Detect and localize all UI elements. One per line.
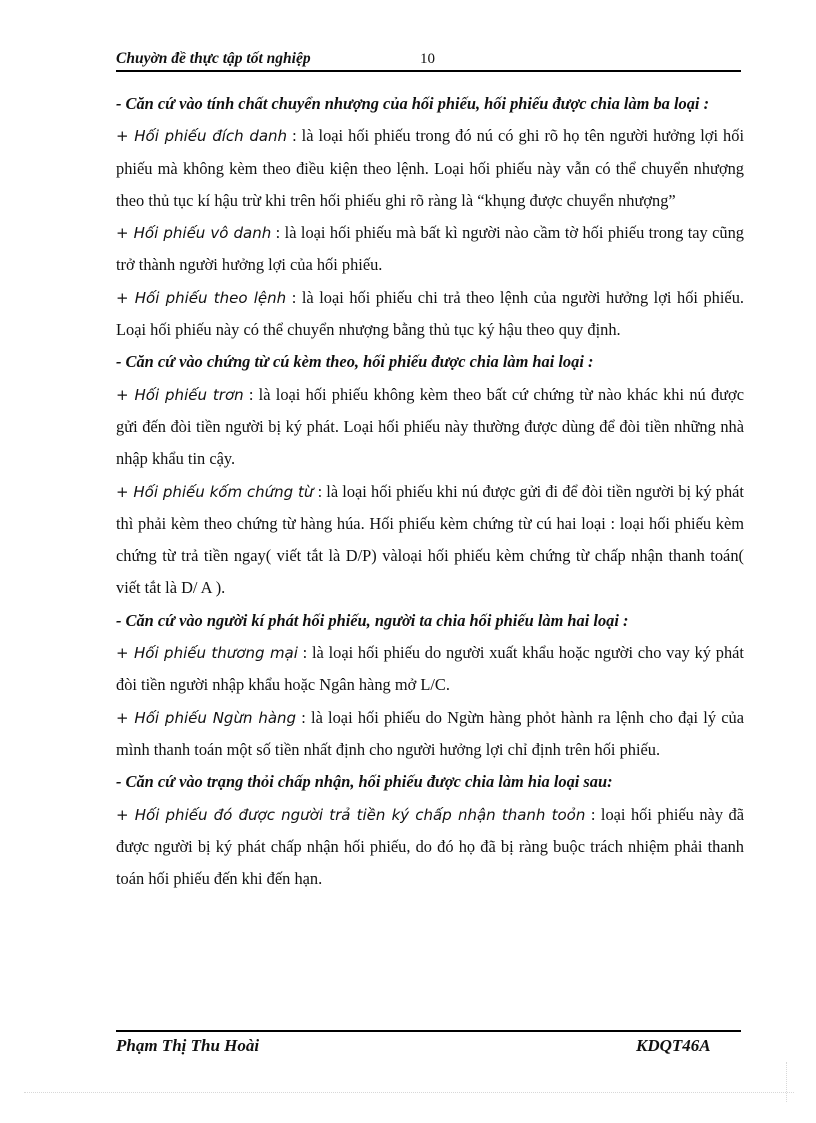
section-heading: - Căn cứ vào tính chất chuyển nhượng của hối phiếu, hối phiếu được chia làm ba loại : bbox=[116, 94, 710, 113]
header-rule bbox=[116, 70, 741, 72]
paragraph-text: : là loại hối phiếu do Ngừn hàng phỏt hành ra lệnh cho đại lý của mình thanh toán một số tiền nhất định cho người hưởng lợi chỉ định trên hối phiếu. bbox=[116, 707, 744, 759]
term: + Hối phiếu thương mại bbox=[116, 644, 298, 663]
term: + Hối phiếu đích danh bbox=[116, 127, 288, 146]
paragraph bbox=[116, 799, 744, 896]
page-boundary-guide bbox=[24, 1092, 794, 1093]
paragraph bbox=[116, 476, 744, 605]
section-heading: - Căn cứ vào chứng từ cú kèm theo, hối phiếu được chia làm hai loại : bbox=[116, 352, 594, 372]
footer-rule bbox=[116, 1030, 741, 1032]
paragraph bbox=[116, 120, 744, 217]
term: + Hối phiếu theo lệnh bbox=[116, 288, 287, 307]
header-title: Chuyờn đề thực tập tốt nghiệp bbox=[116, 50, 311, 67]
term: + Hối phiếu kốm chứng từ bbox=[116, 482, 314, 501]
page-boundary-guide-vertical bbox=[786, 1062, 787, 1102]
body-text bbox=[116, 88, 744, 895]
paragraph-text: : là loại hối phiếu chi trả theo lệnh của người hưởng lợi hối phiếu. Loại hối phiếu này có thể chuyển nhượng bằng thủ tục ký hậu theo quy định. bbox=[116, 287, 744, 340]
term: + Hối phiếu đó được người trả tiền ký chấp nhận thanh toỏn bbox=[116, 805, 586, 824]
section-heading: - Căn cứ vào trạng thỏi chấp nhận, hối phiếu được chia làm hia loại sau: bbox=[116, 772, 613, 792]
paragraph bbox=[116, 637, 744, 702]
paragraph-text: : là loại hối phiếu mà bất kì người nào cầm tờ hối phiếu trong tay cũng trở thành người hưởng lợi của hối phiếu. bbox=[116, 223, 744, 275]
paragraph bbox=[116, 379, 744, 476]
term: + Hối phiếu trơn bbox=[116, 385, 244, 404]
paragraph-text: : là loại hối phiếu trong đó nú có ghi rõ họ tên người hưởng lợi hối phiếu mà không kèm theo điều kiện theo lệnh. Loại hối phiếu này vẫn có thể chuyển nhượng theo thủ tục kí hậu trừ khi trên hối phiếu ghi rõ ràng là “khụng được chuyển nhượng” bbox=[116, 126, 744, 210]
footer-class-code: KDQT46A bbox=[636, 1036, 711, 1055]
footer-author: Phạm Thị Thu Hoài bbox=[116, 1036, 260, 1055]
paragraph-text: : là loại hối phiếu không kèm theo bất cứ chứng từ nào khác khi nú được gửi đến đòi tiền người bị ký phát. Loại hối phiếu này thường được dùng để đòi tiền những nhà nhập khẩu tin cậy. bbox=[116, 384, 744, 469]
paragraph-text: : là loại hối phiếu do người xuất khẩu hoặc người cho vay ký phát đòi tiền người nhập khẩu hoặc Ngân hàng mở L/C. bbox=[116, 643, 744, 695]
paragraph-text: : loại hối phiếu này đã được người bị ký phát chấp nhận hối phiếu, do đó họ đã bị ràng buộc trách nhiệm phải thanh toán hối phiếu đến khi đến hạn. bbox=[116, 804, 744, 889]
paragraph-text: : là loại hối phiếu khi nú được gửi đi để đòi tiền người bị ký phát thì phải kèm theo chứng từ hàng húa. Hối phiếu kèm chứng từ cú hai loại : loại hối phiếu kèm chứng từ trả tiền ngay( viết tắt là D/P) vàloại hối phiếu kèm chứng từ chấp nhận thanh toán( viết tắt là D/ A ). bbox=[116, 481, 744, 598]
page-header bbox=[116, 48, 741, 70]
section-heading: - Căn cứ vào người kí phát hối phiếu, người ta chia hối phiếu làm hai loại : bbox=[116, 610, 629, 630]
paragraph bbox=[116, 217, 744, 282]
paragraph bbox=[116, 282, 744, 347]
paragraph bbox=[116, 702, 744, 767]
term: + Hối phiếu vô danh bbox=[116, 224, 272, 243]
page-number: 10 bbox=[420, 51, 435, 67]
term: + Hối phiếu Ngừn hàng bbox=[116, 708, 297, 727]
